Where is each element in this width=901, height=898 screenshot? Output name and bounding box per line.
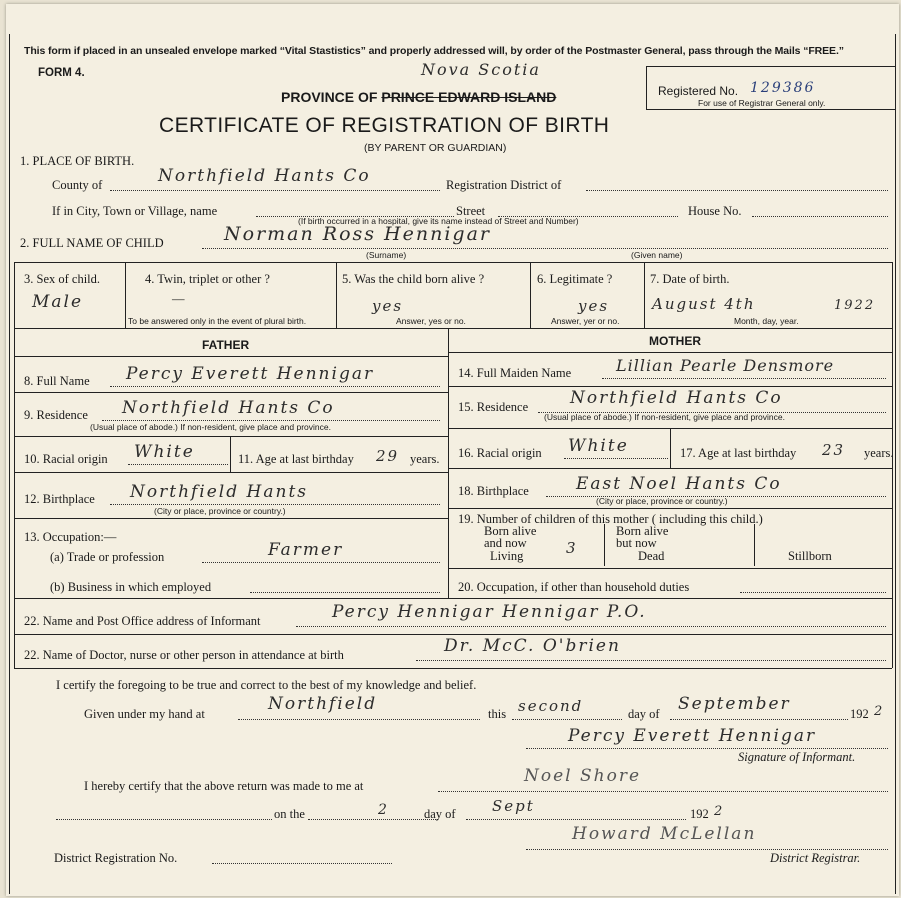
district-registrar-label: District Registrar.	[770, 851, 861, 865]
registrar-note: For use of Registrar General only.	[698, 98, 826, 108]
mother-name-label: 14. Full Maiden Name	[458, 366, 572, 380]
registrar-year-prefix: 192	[690, 807, 709, 821]
registrar-year-value: 2	[714, 804, 723, 819]
cell-edge-4	[644, 262, 645, 328]
father-business-label: (b) Business in which employed	[50, 580, 212, 594]
father-birth-value: Northfield Hants	[130, 482, 308, 502]
father-age-value: 29	[376, 447, 400, 465]
registrar-place-line	[438, 791, 888, 792]
father-name-line	[110, 386, 440, 387]
house-line	[752, 216, 888, 217]
informant-left-edge	[14, 598, 15, 668]
informant-right-edge	[892, 598, 893, 668]
doctor-value: Dr. McC. O'brien	[444, 636, 621, 656]
father-business-line	[250, 592, 440, 593]
mother-occ-line	[740, 592, 886, 593]
registrar-day-value: 2	[378, 802, 389, 818]
mother-res-label: 15. Residence	[458, 400, 529, 414]
day-value: second	[518, 697, 584, 715]
doctor-rule	[14, 668, 892, 669]
row-rule-1	[14, 262, 892, 263]
mailing-notice: This form if placed in an unsealed envelope marked “Vital Stastistics” and properly addressed will, by order of the Postmaster General, pass through the Mails “FREE.”	[24, 45, 844, 57]
mother-birth-note: (City or place, province or country.)	[596, 496, 728, 506]
dead-label-1: Born alive	[616, 524, 669, 538]
city-label: If in City, Town or Village, name	[52, 204, 218, 218]
father-race-line	[128, 464, 228, 465]
mother-res-note: (Usual place of abode.) If non-resident, give place and province.	[544, 412, 785, 422]
mother-birth-value: East Noel Hants Co	[576, 474, 782, 494]
informant-signature: Percy Everett Hennigar	[568, 726, 817, 746]
mother-age-value: 23	[822, 441, 846, 459]
date-note: Month, day, year.	[734, 316, 799, 326]
mother-name-value: Lillian Pearle Densmore	[616, 356, 835, 375]
county-label: County of	[52, 178, 103, 192]
province-prefix: PROVINCE OF	[281, 89, 378, 105]
date-label: 7. Date of birth.	[650, 272, 730, 286]
informant-rule	[14, 634, 892, 635]
registrar-month-line	[466, 819, 686, 820]
cell-edge-0	[14, 262, 15, 328]
legit-label: 6. Legitimate ?	[537, 272, 613, 286]
mother-race-label: 16. Racial origin	[458, 446, 542, 460]
dead-label-3: Dead	[638, 549, 665, 563]
certificate-subtitle: (BY PARENT OR GUARDIAN)	[364, 142, 507, 154]
alive-value: yes	[372, 297, 404, 315]
mother-heading-rule	[448, 352, 892, 353]
child-name-value: Norman Ross Hennigar	[224, 223, 491, 245]
father-name-value: Percy Everett Hennigar	[126, 364, 375, 384]
informant-signature-line	[526, 748, 888, 749]
mother-birth-label: 18. Birthplace	[458, 484, 529, 498]
twin-value: —	[172, 292, 185, 306]
dead-divider	[754, 524, 755, 566]
father-race-divider	[230, 436, 231, 472]
registrar-day-line	[308, 819, 438, 820]
father-res-value: Northfield Hants Co	[122, 398, 335, 418]
registrar-signature-line	[526, 849, 888, 850]
father-age-label: 11. Age at last birthday	[238, 452, 354, 466]
living-label-2: and now	[484, 536, 527, 550]
day-of-label: day of	[628, 707, 660, 721]
mother-age-unit: years.	[864, 446, 894, 460]
father-res-line	[102, 420, 440, 421]
living-value: 3	[566, 539, 578, 557]
living-label-1: Born alive	[484, 524, 537, 538]
county-line	[110, 190, 440, 191]
month-value: September	[678, 694, 791, 714]
street-label: Street	[456, 204, 486, 218]
informant-line	[296, 626, 886, 627]
reg-district-line	[586, 190, 888, 191]
registrar-place-value: Noel Shore	[524, 766, 642, 786]
father-row-rule-3	[14, 472, 448, 473]
living-label-3: Living	[490, 549, 524, 563]
father-res-note: (Usual place of abode.) If non-resident, give place and province.	[90, 422, 331, 432]
doctor-label: 22. Name of Doctor, nurse or other person in attendance at birth	[24, 648, 344, 662]
child-name-label: 2. FULL NAME OF CHILD	[20, 236, 164, 250]
date-value: August 4th	[652, 295, 756, 313]
father-heading-rule	[14, 356, 448, 357]
father-res-label: 9. Residence	[24, 408, 88, 422]
cell-edge-5	[892, 262, 893, 328]
day-line	[512, 719, 622, 720]
mother-race-line	[564, 458, 668, 459]
doctor-line	[416, 660, 886, 661]
living-divider	[604, 524, 605, 566]
cell-edge-1	[125, 262, 126, 328]
month-line	[670, 719, 848, 720]
parents-left-edge	[14, 328, 15, 598]
father-race-value: White	[134, 442, 195, 462]
mother-occ-label: 20. Occupation, if other than household duties	[458, 580, 690, 594]
father-race-label: 10. Racial origin	[24, 452, 108, 466]
province-handwritten: Nova Scotia	[421, 60, 541, 79]
mother-race-value: White	[568, 436, 629, 456]
signature-label: Signature of Informant.	[738, 750, 856, 764]
stillborn-label: Stillborn	[788, 549, 832, 563]
on-the-label: on the	[274, 807, 305, 821]
given-place-value: Northfield	[268, 694, 378, 714]
mother-res-value: Northfield Hants Co	[570, 388, 783, 408]
twin-note: To be answered only in the event of plural birth.	[128, 316, 307, 326]
cell-edge-2	[336, 262, 337, 328]
district-reg-no-label: District Registration No.	[54, 851, 178, 865]
father-row-rule-4	[14, 518, 448, 519]
given-name-label: (Given name)	[631, 250, 683, 260]
twin-label: 4. Twin, triplet or other ?	[145, 272, 270, 286]
parents-bottom	[14, 598, 892, 599]
father-birth-note: (City or place, province or country.)	[154, 506, 286, 516]
birth-certificate	[6, 4, 899, 896]
year-value: 2	[874, 704, 883, 719]
father-row-rule-1	[14, 392, 448, 393]
legit-value: yes	[578, 297, 610, 315]
father-trade-value: Farmer	[268, 540, 344, 560]
certify-statement: I certify the foregoing to be true and correct to the best of my knowledge and belief.	[56, 678, 477, 692]
alive-note: Answer, yes or no.	[396, 316, 466, 326]
county-value: Northfield Hants Co	[158, 166, 371, 186]
registrar-signature: Howard McLellan	[572, 824, 757, 844]
father-occ-label: 13. Occupation:—	[24, 530, 117, 544]
right-border	[895, 34, 896, 894]
father-birth-label: 12. Birthplace	[24, 492, 95, 506]
father-trade-label: (a) Trade or profession	[50, 550, 165, 564]
father-row-rule-2	[14, 436, 448, 437]
year-prefix: 192	[850, 707, 869, 721]
mother-row-rule-1	[448, 386, 892, 387]
legit-note: Answer, yer or no.	[551, 316, 620, 326]
date-year: 1922	[834, 298, 876, 313]
parents-divider	[448, 328, 449, 598]
province-struck: PRINCE EDWARD ISLAND	[381, 89, 557, 105]
mother-age-label: 17. Age at last birthday	[680, 446, 797, 460]
mother-row-rule-4	[448, 508, 892, 509]
mother-name-line	[602, 378, 886, 379]
child-name-line	[202, 248, 888, 249]
registered-number: 129386	[750, 80, 816, 96]
father-trade-line	[202, 562, 440, 563]
row-rule-2	[14, 328, 892, 329]
given-label: Given under my hand at	[84, 707, 205, 721]
place-label: 1. PLACE OF BIRTH.	[20, 154, 135, 168]
father-name-label: 8. Full Name	[24, 374, 90, 388]
parents-right-edge	[892, 328, 893, 598]
surname-label: (Surname)	[366, 250, 407, 260]
mother-row-rule-3	[448, 468, 892, 469]
province-line	[281, 90, 556, 104]
reg-district-label: Registration District of	[446, 178, 562, 192]
house-label: House No.	[688, 204, 742, 218]
sex-value: Male	[32, 292, 84, 312]
father-age-unit: years.	[410, 452, 440, 466]
mother-race-divider	[670, 428, 671, 468]
alive-label: 5. Was the child born alive ?	[342, 272, 485, 286]
informant-value: Percy Hennigar Hennigar P.O.	[332, 602, 647, 622]
cell-edge-3	[530, 262, 531, 328]
registered-label: Registered No.	[658, 84, 739, 98]
this-label: this	[488, 707, 507, 721]
informant-label: 22. Name and Post Office address of Informant	[24, 614, 261, 628]
registrar-blank-line	[56, 819, 272, 820]
given-place-line	[238, 719, 480, 720]
district-reg-no-line	[212, 863, 392, 864]
hospital-note: (If birth occurred in a hospital, give its name instead of Street and Number)	[298, 216, 579, 226]
children-label: 19. Number of children of this mother ( including this child.)	[458, 512, 763, 526]
certificate-title: CERTIFICATE OF REGISTRATION OF BIRTH	[159, 114, 610, 137]
registrar-month-value: Sept	[492, 797, 535, 815]
father-heading: FATHER	[202, 338, 250, 352]
mother-heading: MOTHER	[649, 334, 701, 348]
sex-label: 3. Sex of child.	[24, 272, 101, 286]
form-number: FORM 4.	[38, 67, 85, 79]
dead-label-2: but now	[616, 536, 657, 550]
mother-row-rule-5	[448, 568, 892, 569]
registrar-statement: I hereby certify that the above return was made to me at	[84, 779, 364, 793]
left-border	[9, 34, 10, 894]
registrar-day-of: day of	[424, 807, 456, 821]
father-birth-line	[110, 504, 440, 505]
